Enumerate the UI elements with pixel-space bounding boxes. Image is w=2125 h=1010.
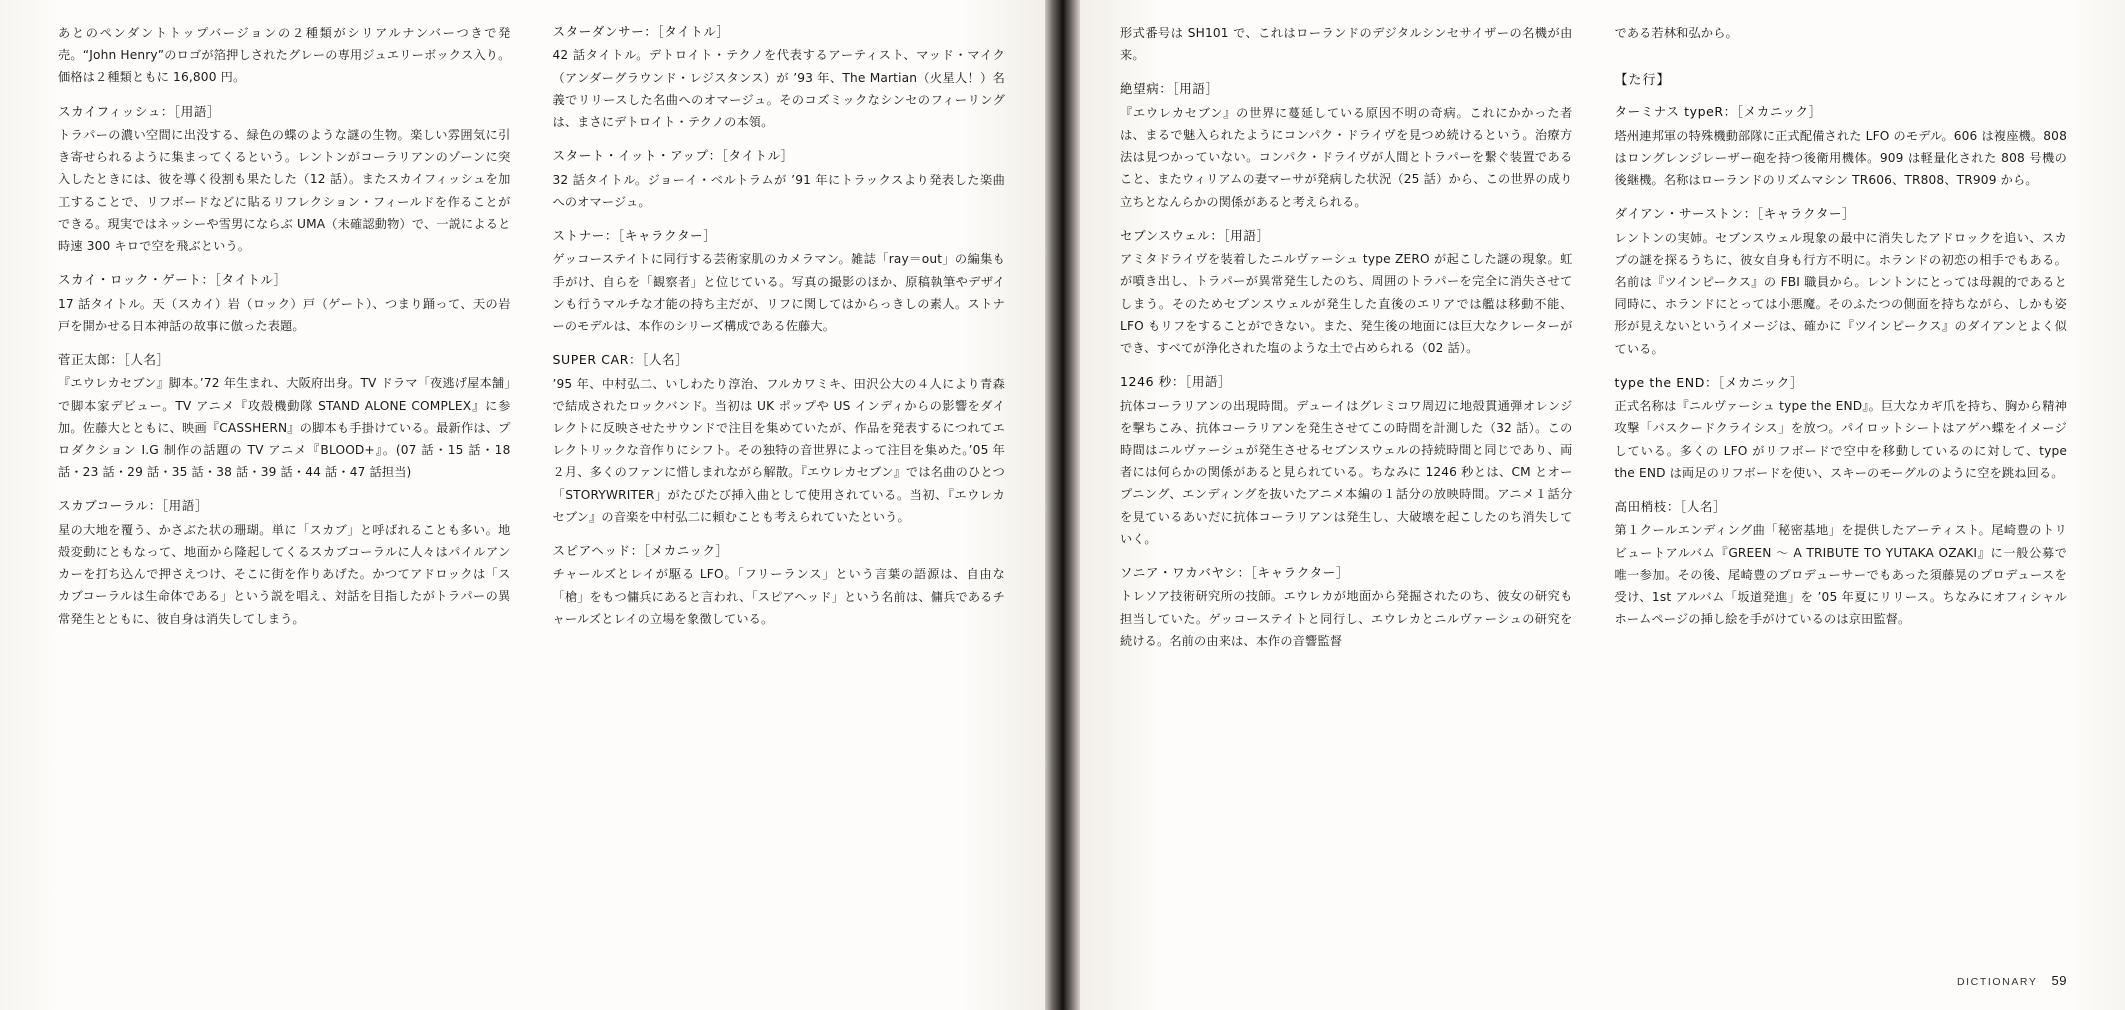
entry-body: 形式番号は SH101 で、これはローランドのデジタルシンセサイザーの名機が由来。: [1120, 26, 1573, 63]
right-page: [1080, 0, 2125, 1010]
entry-body: 正式名称は『ニルヴァーシュ type the END』。巨大なカギ爪を持ち、胸から精神攻撃「バスクードクライシス」を放つ。パイロットシートはアゲハ蝶をイメージしている。多くの LFO がリフボードで空中を移動しているのに対して、type the END は両足のリフボードを使い、スキーのモーグルのように空を跳ね回る。: [1614, 399, 2067, 480]
entry-headword: 菅正太郎：［人名］: [58, 351, 170, 367]
left-column-1: [58, 22, 511, 980]
entry-headword: 高田梢枝：［人名］: [1614, 498, 1727, 514]
page-folio: [1957, 973, 2067, 988]
entry-body: ’95 年、中村弘二、いしわたり淳治、フルカワミキ、田沢公大の４人により青森で結成されたロックバンド。当初は UK ポップや US インディからの影響をダイレクトに反映させたサウンドで注目を集めていたが、作品を発表するにつれてエレクトリックな音作りにシフト。その独特の音世界によって注目を集めた。’05 年２月、多くのファンに惜しまれながら解散。『エウレカセブン』では名曲のひとつ「STORYWRITER」がたびたび挿入曲として使用されている。当初、『エウレカセブン』の音楽を中村弘二に頼むことも考えられていたという。: [552, 376, 1005, 524]
dictionary-entry: [553, 350, 1006, 528]
entry-body: アミタドライヴを装着したニルヴァーシュ type ZERO が起こした謎の現象。虹が噴き出し、トラパーが異常発生したのち、周囲のトラパーを完全に消失させてしまう。そのためセブンスウェルが発生した直後のエリアでは艦は移動不能、LFO もリフをすることができない。また、発生後の地面には巨大なクレーターができ、すべてが浄化された塩のような土で占められる（02 話）。: [1120, 252, 1573, 355]
right-column-1: [1120, 22, 1573, 980]
entry-headword: スカイフィッシュ：［用語］: [58, 103, 221, 119]
entry-body: 『エウレカセブン』の世界に蔓延している原因不明の奇病。これにかかった者は、まるで魅入られたようにコンパク・ドライヴを見つめ続けるという。治療方法は見つかっていない。コンパク・ドライヴが人間とトラパーを繋ぐ装置であること、またウィリアムの妻マーサが発病した状況（25 話）から、この世界の成り立ちとなんらかの関係があると考えられる。: [1120, 105, 1573, 209]
folio-label: DICTIONARY: [1956, 976, 2038, 988]
dictionary-entry: [553, 226, 1006, 337]
entry-headword: type the END：［メカニック］: [1614, 374, 1804, 390]
dictionary-entry: [1120, 226, 1573, 359]
dictionary-entry: [553, 541, 1006, 630]
entry-headword: 1246 秒：［用語］: [1120, 374, 1232, 390]
section-heading-block: [1615, 69, 2068, 88]
entry-headword: ダイアン・サーストン：［キャラクター］: [1614, 206, 1856, 222]
entry-headword: スピアヘッド：［メカニック］: [552, 542, 729, 558]
dictionary-entry: [1120, 563, 1573, 652]
section-heading: 【た行】: [1614, 73, 1671, 89]
right-column-2: [1615, 22, 2068, 980]
entry-body: チャールズとレイが駆る LFO。「フリーランス」という言葉の語源は、自由な「槍」をもつ傭兵にあると言われ、「スピアヘッド」という名前は、傭兵であるチャールズとレイの立場を象徴している。: [552, 567, 1005, 626]
dictionary-entry: [1120, 79, 1573, 212]
folio-number: 59: [2051, 973, 2067, 988]
dictionary-entry: [58, 496, 511, 629]
dictionary-entry: [553, 22, 1006, 133]
entry-headword: ソニア・ワカバヤシ：［キャラクター］: [1120, 564, 1349, 580]
entry-body: 第１クールエンディング曲「秘密基地」を提供したアーティスト。尾崎豊のトリビュートアルバム『GREEN ～ A TRIBUTE TO YUTAKA OZAKI』に一般公募で唯一参加。その後、尾崎豊のプロデューサーでもあった須藤晃のプロデュースを受け、1st アルバム「坂道発進」を ’05 年夏にリリース。ちなみにオフィシャルホームページの挿し絵を手がけているのは京田監督。: [1614, 523, 2067, 627]
left-page-columns: [58, 22, 1005, 980]
right-page-columns: [1120, 22, 2067, 980]
entry-body: トレソア技術研究所の技師。エウレカが地面から発掘されたのち、彼女の研究も担当していた。ゲッコーステイトと同行し、エウレカとニルヴァーシュの研究を続ける。名前の由来は、本作の音響監督: [1120, 589, 1573, 648]
entry-body: である若林和弘から。: [1614, 26, 1738, 40]
entry-headword: 絶望病：［用語］: [1120, 81, 1219, 97]
entry-body: 塔州連邦軍の特殊機動部隊に正式配備された LFO のモデル。606 は複座機。808 はロングレンジレーザー砲を持つ後衛用機体。909 は軽量化された 808 号機の後継機。名称はローランドのリズムマシン TR606、TR808、TR909 から。: [1614, 128, 2067, 187]
dictionary-entry: [58, 102, 511, 258]
entry-headword: SUPER CAR：［人名］: [552, 352, 689, 368]
dictionary-entry: [58, 350, 511, 483]
spacer: [1615, 57, 2068, 67]
dictionary-entry: [58, 22, 511, 89]
book-gutter: [1045, 0, 1080, 1010]
entry-body: 星の大地を覆う、かさぶた状の珊瑚。単に「スカブ」と呼ばれることも多い。地殻変動にともなって、地面から隆起してくるスカブコーラルに人々はパイルアンカーを打ち込んで押さえつけ、そこに街を作りあげた。かつてアドロックは「スカブコーラルは生命体である」という説を唱え、対話を目指したがトラパーの異常発生とともに、彼自身は消失してしまう。: [58, 522, 511, 626]
dictionary-entry: [1615, 497, 2068, 630]
entry-headword: ストナー：［キャラクター］: [552, 227, 717, 243]
entry-body: 32 話タイトル。ジョーイ・ベルトラムが ’91 年にトラックスより発表した楽曲へのオマージュ。: [552, 172, 1005, 209]
dictionary-entry: [553, 146, 1006, 213]
entry-headword: スカイ・ロック・ゲート：［タイトル］: [58, 272, 287, 288]
entry-headword: スタート・イット・アップ：［タイトル］: [552, 148, 794, 164]
entry-body: 42 話タイトル。デトロイト・テクノを代表するアーティスト、マッド・マイク（アンダーグラウンド・レジスタンス）が ’93 年、The Martian（火星人！）名義でリリースした名曲へのオマージュ。そのコズミックなシンセのフィーリングは、まさにデトロイト・テクノの本領。: [552, 48, 1005, 129]
entry-body: 抗体コーラリアンの出現時間。デューイはグレミコワ周辺に地殻貫通弾オレンジを撃ちこみ、抗体コーラリアンを発生させてこの時間を計測した（32 話）。この時間はニルヴァーシュが発生させるセブンスウェルの持続時間と同じであり、両者には何らかの関係があると見られている。ちなみに 1246 秒とは、CM とオープニング、エンディングを抜いたアニメ本編の１話分の放映時間。アニメ１話分を見ているあいだに抗体コーラリアンは発生し、大破壊を起こしたのち消失していく。: [1120, 398, 1573, 546]
dictionary-entry: [1120, 372, 1573, 550]
dictionary-entry: [1615, 373, 2068, 484]
entry-body: ゲッコーステイトに同行する芸術家肌のカメラマン。雑誌「ray＝out」の編集も手がけ、自らを「観察者」と位じている。写真の撮影のほか、原稿執筆やデザインも行うマルチな才能の持ち主だが、リフに関してはからっきしの素人。ストナーのモデルは、本作のシリーズ構成である佐藤大。: [552, 252, 1005, 333]
entry-body: 『エウレカセブン』脚本。’72 年生まれ、大阪府出身。TV ドラマ「夜逃げ屋本舗」で脚本家デビュー。TV アニメ『攻殻機動隊 STAND ALONE COMPLEX』に参加。佐藤大とともに、映画『CASSHERN』の脚本も手掛けている。最新作は、プロダクション I.G 制作の話題の TV アニメ『BLOOD+』。(07 話・15 話・18 話・23 話・29 話・35 話・38 話・39 話・44 話・47 話担当): [58, 376, 511, 480]
left-page: [0, 0, 1045, 1010]
entry-headword: セブンスウェル：［用語］: [1120, 227, 1270, 243]
entry-body: トラパーの濃い空間に出没する、緑色の蝶のような謎の生物。楽しい雰囲気に引き寄せられるように集まってくるという。レントンがコーラリアンのゾーンに突入したときには、彼を導く役割も果たした（12 話）。またスカイフィッシュを加工することで、リフボードなどに貼るリフレクション・フィールドを作ることができる。現実ではネッシーや雪男にならぶ UMA（未確認動物）で、一説によると時速 300 キロで空を飛ぶという。: [58, 127, 511, 253]
entry-headword: スターダンサー：［タイトル］: [552, 24, 730, 39]
left-column-2: [553, 22, 1006, 980]
dictionary-entry: [58, 270, 511, 337]
entry-body: 17 話タイトル。天（スカイ）岩（ロック）戸（ゲート）、つまり踊って、天の岩戸を開かせる日本神話の故事に倣った表題。: [58, 296, 511, 333]
entry-body: あとのペンダントトップバージョンの２種類がシリアルナンバーつきで発売。“John Henry”のロゴが箔押しされたグレーの専用ジュエリーボックス入り。価格は２種類ともに 16,800 円。: [58, 26, 511, 85]
entry-headword: スカブコーラル：［用語］: [58, 498, 208, 514]
dictionary-entry: [1615, 204, 2068, 360]
entry-headword: ターミナス typeR：［メカニック］: [1614, 104, 1822, 120]
dictionary-entry: [1615, 102, 2068, 191]
dictionary-entry: [1615, 22, 2068, 44]
dictionary-entry: [1120, 22, 1573, 66]
entry-body: レントンの実姉。セブンスウェル現象の最中に消失したアドロックを追い、スカブの謎を探るうちに、彼女自身も行方不明に。ホランドの初恋の相手でもある。名前は『ツインピークス』の FBI 職員から。レントンにとっては母親的であると同時に、ホランドにとっては小悪魔。そのふたつの側面を持ちながら、しかも姿形が見えないというイメージは、確かに『ツインピークス』のダイアンとよく似ている。: [1614, 230, 2067, 356]
